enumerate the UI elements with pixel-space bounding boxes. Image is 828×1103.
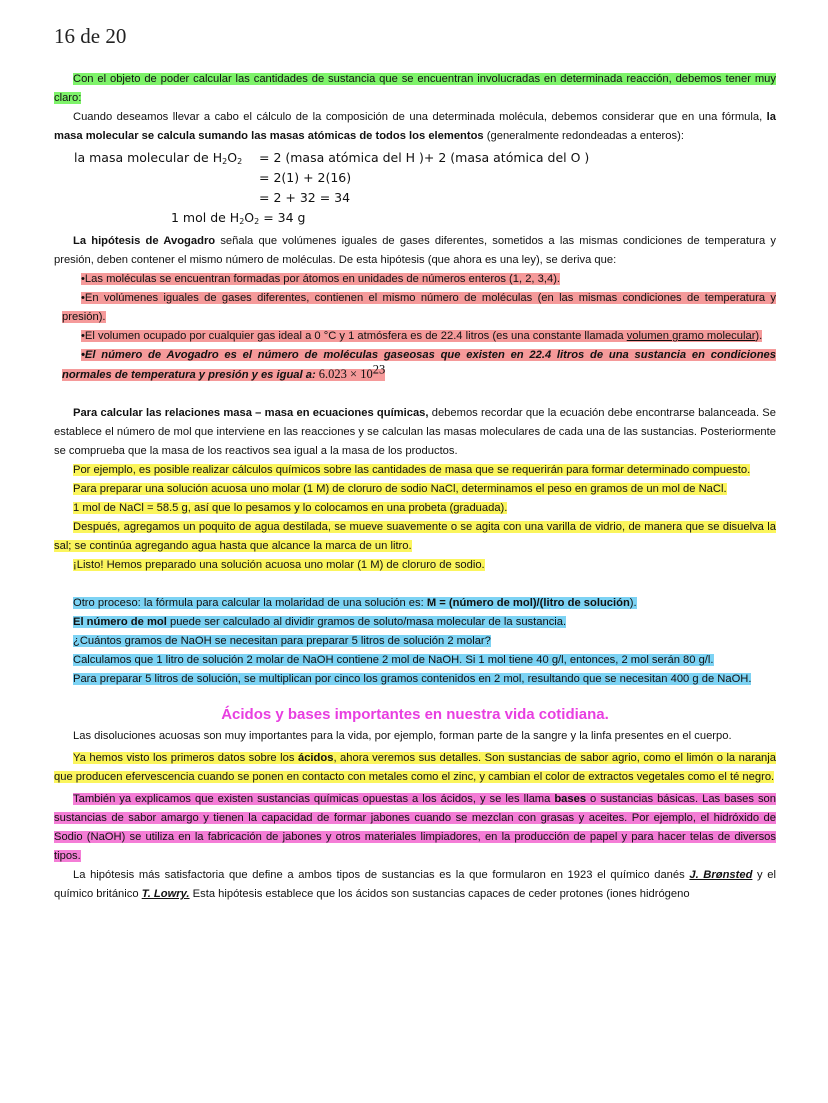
avogadro-bullet-1: •Las moléculas se encuentran formadas por átomos en unidades de números enteros (1, 2, 3,4). [81,273,561,285]
intro-paragraph: Con el objeto de poder calcular las cantidades de sustancia que se encuentran involucradas en determinada reacción, debemos tener muy claro: [54,73,776,104]
example-paragraph-4: Después, agregamos un poquito de agua destilada, se mueve suavemente o se agita con una varilla de vidrio, de manera que se disuelva la sal; se continúa agregando agua hasta que alcance la marca de un litro. [54,521,776,552]
avogadro-paragraph: La hipótesis de Avogadro señala que volúmenes iguales de gases diferentes, sometidos a las mismas condiciones de temperatura y presión, deben contener el mismo número de moléculas. De esta hipótesis (que ahora es una ley), se deriva que: [54,235,776,266]
acids-paragraph: Ya hemos visto los primeros datos sobre los ácidos, ahora veremos sus detalles. Son sustancias de sabor agrio, como el limón o la naranja que producen efervescencia cuando se ponen en contacto con metales como el zinc, y cambian el color de extractos vegetales como el té negro. [54,752,776,783]
formula-mol-result: 1 mol de $H_2O_2 = 34$ g [171,210,306,226]
mass-relations-paragraph: Para calcular las relaciones masa – masa en ecuaciones químicas, debemos recordar que la ecuación debe encontrarse balanceada. Se establece el número de mol que interviene en las reacciones y se calculan las masas moleculares de cada una de las sustancias. Posteriormente se comprueba que la masa de los reactivos sea igual a la masa de los productos. [54,407,776,457]
molarity-paragraph-1: Otro proceso: la fórmula para calcular la molaridad de una solución es: M = (número de mol)/(litro de solución). [73,597,637,609]
formula-label: la masa molecular de $H_2O_2$ [74,150,243,166]
formula-line-2: = 2(1) + 2(16) [259,170,352,185]
example-paragraph-1: Por ejemplo, es posible realizar cálculos químicos sobre las cantidades de masa que se requerirán para formar determinado compuesto. [73,464,751,476]
formula-line-1: = 2 (masa atómica del H )+ 2 (masa atómica del O ) [259,150,590,165]
section-title: Ácidos y bases importantes en nuestra vida cotidiana. [221,706,609,723]
solutions-paragraph: Las disoluciones acuosas son muy importantes para la vida, por ejemplo, forman parte de la sangre y la linfa presentes en el cuerpo. [73,730,732,742]
example-paragraph-2: Para preparar una solución acuosa uno molar (1 M) de cloruro de sodio NaCl, determinamos el peso en gramos de un mol de NaCl. [73,483,727,495]
molecular-mass-paragraph: Cuando deseamos llevar a cabo el cálculo de la composición de una determinada molécula, debemos considerar que en una fórmula, la masa molecular se calcula sumando las masas atómicas de todos los elementos (generalmente redondeadas a enteros): [54,111,776,142]
bases-paragraph: También ya explicamos que existen sustancias químicas opuestas a los ácidos, y se les llama bases o sustancias básicas. Las bases son sustancias de sabor amargo y tienen la capacidad de formar jabones cuando se mezclan con grasas y aceites. Por ejemplo, el hidróxido de Sodio (NaOH) se utiliza en la fabricación de jabones y otros materiales limpiadores, en la producción de papel y para hacer telas de diversos tipos. [54,793,776,862]
example-paragraph-5: ¡Listo! Hemos preparado una solución acuosa uno molar (1 M) de cloruro de sodio. [73,559,485,571]
bronsted-lowry-paragraph: La hipótesis más satisfactoria que define a ambos tipos de sustancias es la que formularon en 1923 el químico danés J. Brønsted y el químico británico T. Lowry. Esta hipótesis establece que los ácidos son sustancias capaces de ceder protones (iones hidrógeno [54,869,776,900]
page-number: 16 de 20 [54,24,127,48]
example-paragraph-3: 1 mol de NaCl = 58.5 g, así que lo pesamos y lo colocamos en una probeta (graduada). [73,502,508,514]
molarity-paragraph-5: Para preparar 5 litros de solución, se multiplican por cinco los gramos contenidos en 2 mol, resultando que se necesitan 400 g de NaOH. [73,673,752,685]
molarity-paragraph-3: ¿Cuántos gramos de NaOH se necesitan para preparar 5 litros de solución 2 molar? [73,635,491,647]
molarity-paragraph-2: El número de mol puede ser calculado al dividir gramos de soluto/masa molecular de la sustancia. [73,616,567,628]
avogadro-bullet-4: •El número de Avogadro es el número de moléculas gaseosas que existen en 22.4 litros de una sustancia en condiciones normales de temperatura y presión y es igual a: $6.023 \times 10^{23}$ [62,349,776,381]
document-body [54,70,776,904]
avogadro-bullet-3: •El volumen ocupado por cualquier gas ideal a 0 °C y 1 atmósfera es de 22.4 litros (es una constante llamada volumen gramo molecular). [81,330,763,342]
molecular-mass-formula [54,146,776,228]
formula-line-3: = 2 + 32 = 34 [259,190,351,205]
avogadro-bullet-2: •En volúmenes iguales de gases diferentes, contienen el mismo número de moléculas (en las mismas condiciones de temperatura y presión). [62,292,776,323]
molarity-paragraph-4: Calculamos que 1 litro de solución 2 molar de NaOH contiene 2 mol de NaOH. Si 1 mol tiene 40 g/l, entonces, 2 mol serán 80 g/l. [73,654,714,666]
